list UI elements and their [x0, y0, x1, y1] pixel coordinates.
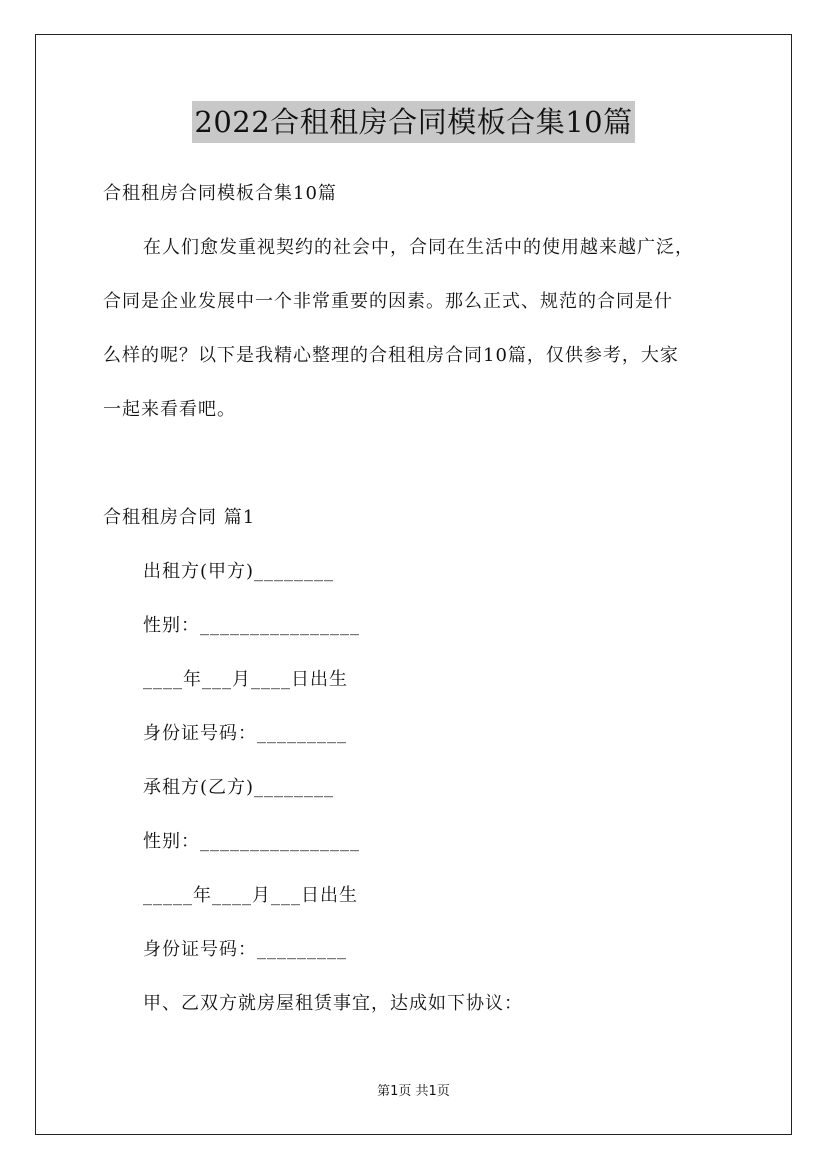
field-lessee-birthdate: _____年____月___日出生: [143, 885, 358, 906]
title-container: [0, 101, 827, 143]
intro-line-1: 在人们愈发重视契约的社会中，合同在生活中的使用越来越广泛，: [143, 237, 694, 258]
field-lessor-id: 身份证号码：_________: [143, 723, 347, 744]
subtitle: 合租租房合同模板合集10篇: [103, 183, 337, 204]
field-lessee-gender: 性别：________________: [143, 831, 360, 852]
intro-line-2: 合同是企业发展中一个非常重要的因素。那么正式、规范的合同是什: [103, 291, 673, 312]
field-lessor-birthdate: ____年___月____日出生: [143, 669, 348, 690]
document-title: 2022合租租房合同模板合集10篇: [192, 101, 634, 143]
field-lessor-gender: 性别：________________: [143, 615, 360, 636]
field-lessor: 出租方(甲方)________: [143, 561, 335, 582]
intro-line-3: 么样的呢？以下是我精心整理的合租租房合同10篇，仅供参考，大家: [103, 345, 679, 366]
agreement-statement: 甲、乙双方就房屋租赁事宜，达成如下协议：: [143, 993, 523, 1014]
page-footer: 第1页 共1页: [377, 1084, 450, 1099]
section-heading: 合租租房合同 篇1: [103, 507, 256, 528]
field-lessee-id: 身份证号码：_________: [143, 939, 347, 960]
field-lessee: 承租方(乙方)________: [143, 777, 335, 798]
intro-line-4: 一起来看看吧。: [103, 399, 236, 420]
